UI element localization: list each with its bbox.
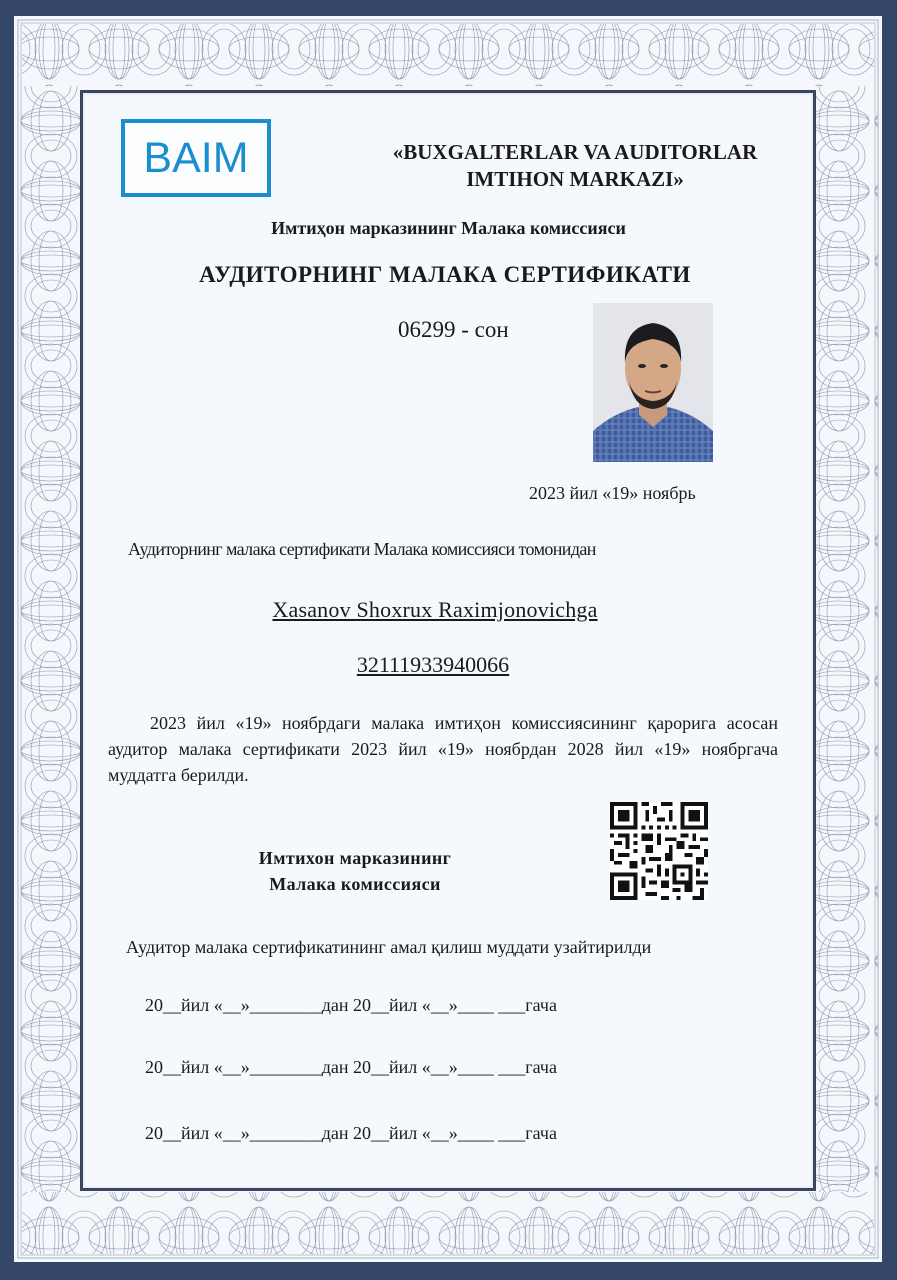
committee-heading: Имтиҳон марказининг Малака комиссияси <box>271 218 626 238</box>
extension-title: Аудитор малака сертификатининг амал қилиш муддати узайтирилди <box>126 937 652 957</box>
signature-line-1: Имтихон марказининг <box>258 848 452 868</box>
baim-logo <box>121 119 271 197</box>
decision-paragraph: 2023 йил «19» ноябрдаги малака имтиҳон комиссиясининг қарорига асосан аудитор малака сертификати 2023 йил «19» ноябрдан 2028 йил «19» ноябргача муддатга берилди. <box>108 713 778 785</box>
certificate-title: АУДИТОРНИНГ МАЛАКА СЕРТИФИКАТИ <box>199 262 691 287</box>
inner-frame <box>80 90 816 1191</box>
organization-line-2: IMTIHON MARKAZI» <box>466 167 684 191</box>
holder-pin: 32111933940066 <box>356 652 510 677</box>
holder-photo <box>593 303 713 462</box>
logo-text: BAIM <box>143 133 249 182</box>
certificate-number: 06299 - сон <box>398 317 509 342</box>
issued-by-text: Аудиторнинг малака сертификати Малака комиссияси томонидан <box>128 539 596 559</box>
extension-line-1: 20__йил «__»________дан 20__йил «__»____ ___гача <box>145 995 557 1015</box>
organization-name <box>360 139 790 193</box>
signature-line-2: Малака комиссияси <box>269 874 441 894</box>
signature-block <box>200 845 510 897</box>
extension-line-3: 20__йил «__»________дан 20__йил «__»____ ___гача <box>145 1123 557 1143</box>
qr-code[interactable] <box>610 802 708 900</box>
qr-code-icon <box>610 802 708 900</box>
organization-line-1: «BUXGALTERLAR VA AUDITORLAR <box>392 140 758 164</box>
extension-line-2: 20__йил «__»________дан 20__йил «__»____ ___гача <box>145 1057 557 1077</box>
issue-date: 2023 йил «19» ноябрь <box>529 483 696 503</box>
portrait-icon <box>593 303 713 462</box>
holder-name: Xasanov Shoxrux Raximjonovichga <box>272 597 598 622</box>
